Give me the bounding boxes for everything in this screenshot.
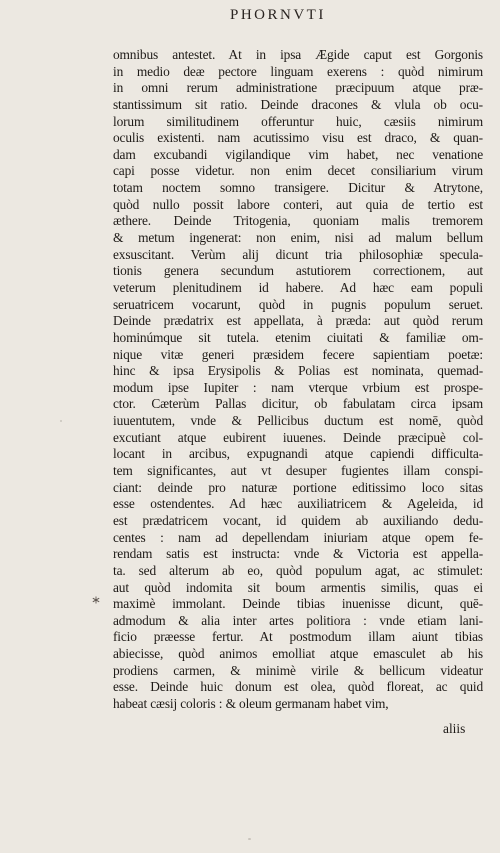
text-line: veterum plenitudinem id habere. Ad hæc eam populi <box>113 279 483 295</box>
text-line: est prædatricem vocant, id quidem ab auxiliando dedu- <box>113 512 483 528</box>
text-line: excutiant atque eubirent iuuenes. Deinde præcipuè col- <box>113 429 483 445</box>
text-line: in medio deæ pectore linguam exerens : quòd nimirum <box>113 63 483 79</box>
paper-speck <box>248 838 251 840</box>
text-line: totam noctem somno transigere. Dicitur & Atrytone, <box>113 180 483 196</box>
text-line: exsuscitant. Verùm alij dicunt tria philosophiæ specula- <box>113 246 483 262</box>
body-text <box>113 47 483 713</box>
text-line: omnibus antestet. At in ipsa Ægide caput est Gorgonis <box>113 47 483 62</box>
text-line: tem significantes, aut vt desuper fugientes illam conspi- <box>113 463 483 479</box>
text-line: in omni rerum administratione præcipuum atque præ- <box>113 80 483 96</box>
text-line: esse ostendentes. Ad hæc auxiliatricem & Ageleida, id <box>113 496 483 512</box>
text-line: ciant: deinde pro naturæ portione editissimo loco sitas <box>113 479 483 495</box>
text-line: seruatricem vocarunt, quòd in pugnis populum seruet. <box>113 296 483 312</box>
text-line: habeat cæsij coloris : & oleum germanam habet vim, <box>113 695 389 711</box>
text-line: centes : nam ad depellendam iniuriam atque opem fe- <box>113 529 483 545</box>
catchword: aliis <box>443 721 466 736</box>
text-line: abiecisse, quòd animos emolliat atque emasculet ab his <box>113 646 483 662</box>
text-line: maximè immolant. Deinde tibias inuenisse dicunt, quē- <box>113 596 483 612</box>
text-line: prodiens carmen, & minimè virile & bellicum videatur <box>113 662 483 678</box>
text-line: hominúmque sit tutela. etenim ciuitati & familiæ om- <box>113 329 483 345</box>
text-line: hinc & ipsa Erysipolis & Polias est nominata, quemad- <box>113 363 483 379</box>
text-line: ctor. Cæterùm Pallas dicitur, ob fabulatam circa ipsam <box>113 396 483 412</box>
text-line: stantissimum sit ratio. Deinde dracones & vlula ob ocu- <box>113 96 483 112</box>
text-line: & metum ingenerat: non enim, nisi ad malum bellum <box>113 230 483 246</box>
text-line: Deinde prædatrix est appellata, à præda: aut quòd rerum <box>113 313 483 329</box>
text-line: ta. sed alterum ab eo, quòd populum agat, ac stimulet: <box>113 562 483 578</box>
text-line: quòd nullo possit labore conteri, aut quia de tertio est <box>113 196 483 212</box>
text-line: iuuentutem, vnde & Pellicibus ductum est nomē, quòd <box>113 413 483 429</box>
text-line: nique vitæ generi præsidem fecere sapientiam poetæ: <box>113 346 483 362</box>
running-head: PHORNVTI <box>230 7 326 23</box>
text-line: aut quòd indomita sit boum armentis similis, quas ei <box>113 579 483 595</box>
text-line: ficio præesse fertur. At postmodum illam aiunt tibias <box>113 629 483 645</box>
text-line: tionis genera secundum astutiorem correctionem, aut <box>113 263 483 279</box>
text-line: oculis existenti. nam acutissimo visu est draco, & quan- <box>113 130 483 146</box>
text-line: dam excubandi vigilandique vim habet, nec venatione <box>113 146 483 162</box>
text-line: capi posse videtur. non enim decet consiliarium virum <box>113 163 483 179</box>
paper-speck <box>60 420 62 422</box>
text-line: esse. Deinde huic donum est olea, quòd floreat, ac quid <box>113 679 483 695</box>
marginal-asterisk-mark <box>92 596 100 604</box>
text-line: rendam satis est instructa: vnde & Victoria est appella- <box>113 546 483 562</box>
text-line: lorum similitudinem offeruntur huic, cæsiis nimirum <box>113 113 483 129</box>
text-line: æthere. Deinde Tritogenia, quoniam malis tremorem <box>113 213 483 229</box>
text-line: modum ipse Iupiter : nam vterque vrbium est prospe- <box>113 379 483 395</box>
text-line: admodum & alia inter artes politiora : vnde etiam lani- <box>113 612 483 628</box>
text-line: locant in arcibus, expugnandi atque capiendi difficulta- <box>113 446 483 462</box>
